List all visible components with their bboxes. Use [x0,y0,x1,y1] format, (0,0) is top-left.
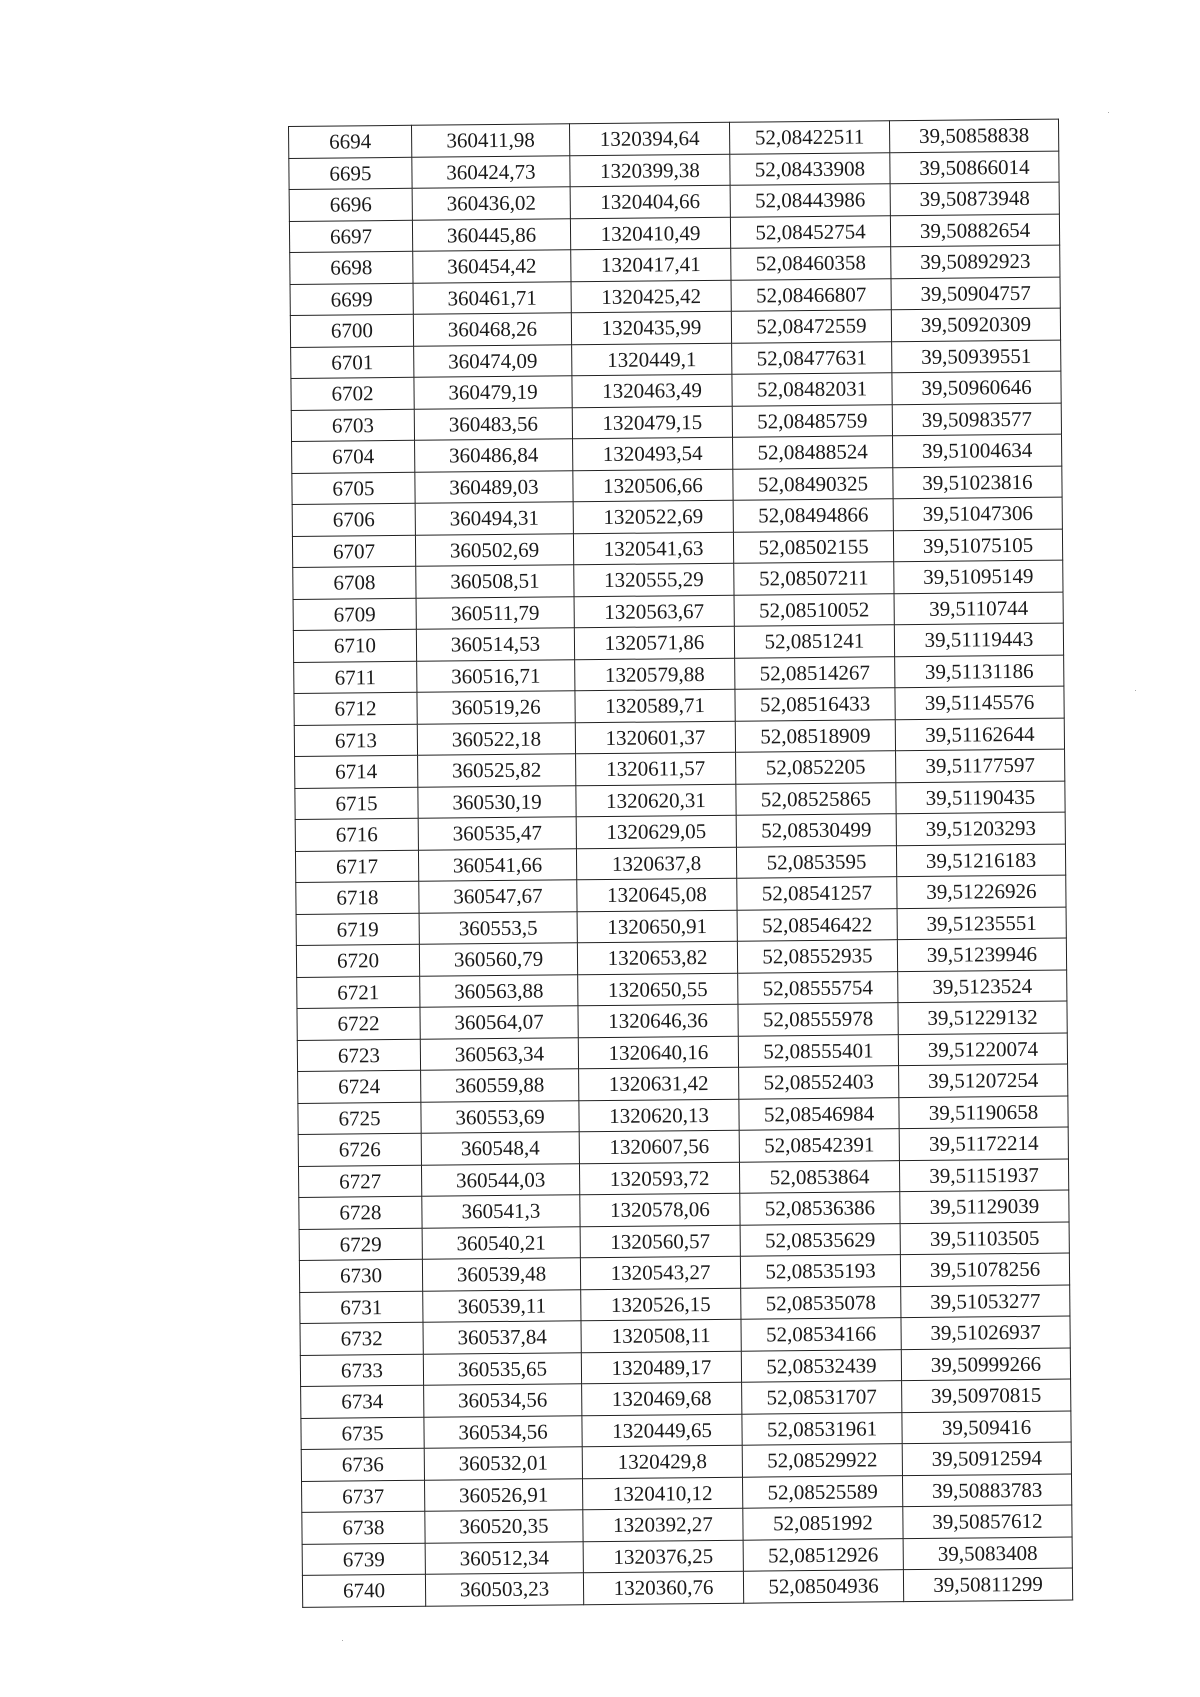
latitude-cell: 52,08534166 [741,1318,901,1351]
latitude-cell: 52,08504936 [743,1570,903,1603]
x-coordinate-cell: 360436,02 [412,187,570,220]
point-number-cell: 6723 [297,1039,420,1072]
y-coordinate-cell: 1320543,27 [580,1256,740,1289]
x-coordinate-cell: 360474,09 [414,344,572,377]
longitude-cell: 39,51145576 [895,686,1064,719]
point-number-cell: 6701 [291,346,414,379]
latitude-cell: 52,08531707 [742,1381,902,1414]
y-coordinate-cell: 1320637,8 [576,847,736,880]
x-coordinate-cell: 360535,47 [418,817,576,850]
y-coordinate-cell: 1320593,72 [579,1162,739,1195]
point-number-cell: 6719 [296,913,419,946]
longitude-cell: 39,51075105 [893,529,1062,562]
x-coordinate-cell: 360541,66 [418,848,576,881]
longitude-cell: 39,50920309 [891,308,1060,341]
x-coordinate-cell: 360547,67 [419,880,577,913]
longitude-cell: 39,50999266 [901,1348,1070,1381]
y-coordinate-cell: 1320360,76 [583,1571,743,1604]
point-number-cell: 6697 [289,220,412,253]
longitude-cell: 39,51151937 [899,1159,1068,1192]
longitude-cell: 39,51190435 [896,781,1065,814]
y-coordinate-cell: 1320560,57 [580,1225,740,1258]
latitude-cell: 52,08482031 [732,373,892,406]
x-coordinate-cell: 360544,03 [421,1163,579,1196]
x-coordinate-cell: 360502,69 [415,533,573,566]
x-coordinate-cell: 360516,71 [417,659,575,692]
x-coordinate-cell: 360520,35 [425,1510,583,1543]
latitude-cell: 52,08443986 [730,184,890,217]
point-number-cell: 6733 [300,1354,423,1387]
latitude-cell: 52,08518909 [735,719,895,752]
latitude-cell: 52,08546984 [739,1097,899,1130]
latitude-cell: 52,08472559 [731,310,891,343]
longitude-cell: 39,50960646 [892,371,1061,404]
point-number-cell: 6712 [294,692,417,725]
latitude-cell: 52,08502155 [733,530,893,563]
latitude-cell: 52,0852205 [736,751,896,784]
coordinates-table [288,119,1073,1608]
longitude-cell: 39,51203293 [896,812,1065,845]
y-coordinate-cell: 1320449,65 [582,1414,742,1447]
point-number-cell: 6702 [291,377,414,410]
point-number-cell: 6700 [290,314,413,347]
x-coordinate-cell: 360461,71 [413,281,571,314]
point-number-cell: 6736 [301,1448,424,1481]
x-coordinate-cell: 360537,84 [423,1321,581,1354]
x-coordinate-cell: 360525,82 [418,754,576,787]
longitude-cell: 39,5083408 [903,1537,1072,1570]
y-coordinate-cell: 1320589,71 [575,689,735,722]
point-number-cell: 6707 [292,535,415,568]
x-coordinate-cell: 360530,19 [418,785,576,818]
scan-speck [1135,690,1136,691]
x-coordinate-cell: 360534,56 [424,1384,582,1417]
y-coordinate-cell: 1320429,8 [582,1445,742,1478]
latitude-cell: 52,08516433 [735,688,895,721]
point-number-cell: 6729 [299,1228,422,1261]
latitude-cell: 52,08477631 [732,341,892,374]
y-coordinate-cell: 1320479,15 [572,406,732,439]
y-coordinate-cell: 1320493,54 [573,437,733,470]
point-number-cell: 6726 [298,1133,421,1166]
longitude-cell: 39,5110744 [894,592,1063,625]
point-number-cell: 6694 [289,125,412,158]
latitude-cell: 52,08494866 [733,499,893,532]
longitude-cell: 39,50892923 [891,245,1060,278]
point-number-cell: 6718 [296,881,419,914]
point-number-cell: 6732 [300,1322,423,1355]
y-coordinate-cell: 1320522,69 [573,500,733,533]
longitude-cell: 39,50883783 [902,1474,1071,1507]
x-coordinate-cell: 360519,26 [417,691,575,724]
y-coordinate-cell: 1320611,57 [576,752,736,785]
x-coordinate-cell: 360534,56 [424,1415,582,1448]
latitude-cell: 52,08525589 [742,1475,902,1508]
latitude-cell: 52,08422511 [729,121,889,154]
point-number-cell: 6703 [291,409,414,442]
x-coordinate-cell: 360494,31 [415,502,573,535]
point-number-cell: 6721 [297,976,420,1009]
point-number-cell: 6713 [294,724,417,757]
longitude-cell: 39,51119443 [894,623,1063,656]
longitude-cell: 39,51095149 [894,560,1063,593]
y-coordinate-cell: 1320425,42 [571,280,731,313]
longitude-cell: 39,51053277 [901,1285,1070,1318]
latitude-cell: 52,08535629 [740,1223,900,1256]
latitude-cell: 52,08541257 [737,877,897,910]
x-coordinate-cell: 360540,21 [422,1226,580,1259]
point-number-cell: 6699 [290,283,413,316]
point-number-cell: 6740 [302,1574,425,1607]
point-number-cell: 6696 [289,188,412,221]
latitude-cell: 52,08529922 [742,1444,902,1477]
point-number-cell: 6725 [298,1102,421,1135]
latitude-cell: 52,08530499 [736,814,896,847]
y-coordinate-cell: 1320506,66 [573,469,733,502]
x-coordinate-cell: 360563,88 [420,974,578,1007]
longitude-cell: 39,51207254 [899,1064,1068,1097]
longitude-cell: 39,51239946 [897,938,1066,971]
point-number-cell: 6709 [293,598,416,631]
longitude-cell: 39,509416 [902,1411,1071,1444]
longitude-cell: 39,51129039 [900,1190,1069,1223]
scan-speck [342,1640,343,1641]
scan-speck [1108,112,1109,113]
latitude-cell: 52,08488524 [733,436,893,469]
longitude-cell: 39,51023816 [893,466,1062,499]
latitude-cell: 52,08507211 [734,562,894,595]
x-coordinate-cell: 360535,65 [423,1352,581,1385]
y-coordinate-cell: 1320578,06 [580,1193,740,1226]
latitude-cell: 52,08460358 [731,247,891,280]
point-number-cell: 6710 [293,629,416,662]
y-coordinate-cell: 1320541,63 [573,532,733,565]
longitude-cell: 39,51078256 [900,1253,1069,1286]
x-coordinate-cell: 360526,91 [425,1478,583,1511]
y-coordinate-cell: 1320463,49 [572,374,732,407]
x-coordinate-cell: 360563,34 [420,1037,578,1070]
y-coordinate-cell: 1320579,88 [575,658,735,691]
x-coordinate-cell: 360486,84 [415,439,573,472]
coordinates-table-body [289,119,1073,1607]
point-number-cell: 6705 [292,472,415,505]
longitude-cell: 39,50857612 [903,1505,1072,1538]
point-number-cell: 6735 [301,1417,424,1450]
y-coordinate-cell: 1320417,41 [571,248,731,281]
y-coordinate-cell: 1320631,42 [579,1067,739,1100]
y-coordinate-cell: 1320508,11 [581,1319,741,1352]
latitude-cell: 52,0853595 [736,845,896,878]
latitude-cell: 52,0851241 [734,625,894,658]
point-number-cell: 6708 [293,566,416,599]
x-coordinate-cell: 360553,5 [419,911,577,944]
y-coordinate-cell: 1320640,16 [578,1036,738,1069]
x-coordinate-cell: 360514,53 [416,628,574,661]
latitude-cell: 52,08555401 [738,1034,898,1067]
y-coordinate-cell: 1320410,12 [582,1477,742,1510]
latitude-cell: 52,08490325 [733,467,893,500]
latitude-cell: 52,0851992 [743,1507,903,1540]
point-number-cell: 6734 [301,1385,424,1418]
point-number-cell: 6706 [292,503,415,536]
point-number-cell: 6695 [289,157,412,190]
longitude-cell: 39,51216183 [896,844,1065,877]
point-number-cell: 6727 [298,1165,421,1198]
y-coordinate-cell: 1320646,36 [578,1004,738,1037]
latitude-cell: 52,08466807 [731,278,891,311]
y-coordinate-cell: 1320607,56 [579,1130,739,1163]
latitude-cell: 52,08535193 [740,1255,900,1288]
point-number-cell: 6711 [294,661,417,694]
x-coordinate-cell: 360454,42 [413,250,571,283]
latitude-cell: 52,08485759 [732,404,892,437]
longitude-cell: 39,51131186 [895,655,1064,688]
latitude-cell: 52,08525865 [736,782,896,815]
y-coordinate-cell: 1320645,08 [577,878,737,911]
point-number-cell: 6724 [298,1070,421,1103]
longitude-cell: 39,51229132 [898,1001,1067,1034]
x-coordinate-cell: 360532,01 [424,1447,582,1480]
longitude-cell: 39,51172214 [899,1127,1068,1160]
point-number-cell: 6730 [299,1259,422,1292]
y-coordinate-cell: 1320555,29 [574,563,734,596]
latitude-cell: 52,08555978 [738,1003,898,1036]
x-coordinate-cell: 360508,51 [416,565,574,598]
x-coordinate-cell: 360483,56 [414,407,572,440]
latitude-cell: 52,08532439 [741,1349,901,1382]
longitude-cell: 39,50912594 [902,1442,1071,1475]
latitude-cell: 52,08535078 [741,1286,901,1319]
y-coordinate-cell: 1320629,05 [576,815,736,848]
point-number-cell: 6731 [300,1291,423,1324]
point-number-cell: 6716 [295,818,418,851]
x-coordinate-cell: 360503,23 [425,1573,583,1606]
latitude-cell: 52,08536386 [740,1192,900,1225]
y-coordinate-cell: 1320392,27 [583,1508,743,1541]
x-coordinate-cell: 360489,03 [415,470,573,503]
y-coordinate-cell: 1320650,55 [578,973,738,1006]
latitude-cell: 52,08555754 [738,971,898,1004]
point-number-cell: 6722 [297,1007,420,1040]
y-coordinate-cell: 1320571,86 [574,626,734,659]
longitude-cell: 39,51026937 [901,1316,1070,1349]
y-coordinate-cell: 1320653,82 [577,941,737,974]
y-coordinate-cell: 1320563,67 [574,595,734,628]
longitude-cell: 39,50939551 [892,340,1061,373]
longitude-cell: 39,50866014 [890,151,1059,184]
y-coordinate-cell: 1320376,25 [583,1540,743,1573]
x-coordinate-cell: 360424,73 [412,155,570,188]
latitude-cell: 52,08552403 [739,1066,899,1099]
longitude-cell: 39,51047306 [893,497,1062,530]
x-coordinate-cell: 360539,48 [422,1258,580,1291]
x-coordinate-cell: 360539,11 [423,1289,581,1322]
y-coordinate-cell: 1320399,38 [570,154,730,187]
x-coordinate-cell: 360560,79 [419,943,577,976]
y-coordinate-cell: 1320620,13 [579,1099,739,1132]
point-number-cell: 6739 [302,1543,425,1576]
y-coordinate-cell: 1320394,64 [569,122,729,155]
x-coordinate-cell: 360553,69 [421,1100,579,1133]
longitude-cell: 39,50904757 [891,277,1060,310]
latitude-cell: 52,08433908 [730,152,890,185]
longitude-cell: 39,51226926 [897,875,1066,908]
longitude-cell: 39,51220074 [898,1033,1067,1066]
y-coordinate-cell: 1320410,49 [570,217,730,250]
table-row [302,1568,1072,1607]
longitude-cell: 39,51103505 [900,1222,1069,1255]
y-coordinate-cell: 1320435,99 [571,311,731,344]
point-number-cell: 6704 [292,440,415,473]
x-coordinate-cell: 360559,88 [421,1069,579,1102]
point-number-cell: 6738 [302,1511,425,1544]
y-coordinate-cell: 1320489,17 [581,1351,741,1384]
x-coordinate-cell: 360411,98 [411,124,569,157]
latitude-cell: 52,08552935 [737,940,897,973]
x-coordinate-cell: 360548,4 [421,1132,579,1165]
point-number-cell: 6737 [302,1480,425,1513]
longitude-cell: 39,51162644 [895,718,1064,751]
latitude-cell: 52,08512926 [743,1538,903,1571]
longitude-cell: 39,50882654 [890,214,1059,247]
latitude-cell: 52,08542391 [739,1129,899,1162]
longitude-cell: 39,51235551 [897,907,1066,940]
x-coordinate-cell: 360564,07 [420,1006,578,1039]
y-coordinate-cell: 1320469,68 [582,1382,742,1415]
longitude-cell: 39,51004634 [893,434,1062,467]
point-number-cell: 6715 [295,787,418,820]
x-coordinate-cell: 360511,79 [416,596,574,629]
latitude-cell: 52,0853864 [739,1160,899,1193]
latitude-cell: 52,08546422 [737,908,897,941]
longitude-cell: 39,51190658 [899,1096,1068,1129]
y-coordinate-cell: 1320449,1 [572,343,732,376]
x-coordinate-cell: 360468,26 [413,313,571,346]
y-coordinate-cell: 1320526,15 [581,1288,741,1321]
longitude-cell: 39,50858838 [889,119,1058,152]
longitude-cell: 39,50873948 [890,182,1059,215]
longitude-cell: 39,50970815 [902,1379,1071,1412]
x-coordinate-cell: 360512,34 [425,1541,583,1574]
x-coordinate-cell: 360445,86 [412,218,570,251]
point-number-cell: 6714 [295,755,418,788]
longitude-cell: 39,51177597 [896,749,1065,782]
longitude-cell: 39,50983577 [892,403,1061,436]
latitude-cell: 52,08531961 [742,1412,902,1445]
y-coordinate-cell: 1320650,91 [577,910,737,943]
point-number-cell: 6728 [299,1196,422,1229]
y-coordinate-cell: 1320620,31 [576,784,736,817]
longitude-cell: 39,50811299 [903,1568,1072,1601]
latitude-cell: 52,08510052 [734,593,894,626]
x-coordinate-cell: 360522,18 [417,722,575,755]
y-coordinate-cell: 1320601,37 [575,721,735,754]
y-coordinate-cell: 1320404,66 [570,185,730,218]
x-coordinate-cell: 360479,19 [414,376,572,409]
point-number-cell: 6720 [296,944,419,977]
latitude-cell: 52,08452754 [730,215,890,248]
x-coordinate-cell: 360541,3 [422,1195,580,1228]
point-number-cell: 6698 [290,251,413,284]
longitude-cell: 39,5123524 [898,970,1067,1003]
point-number-cell: 6717 [295,850,418,883]
latitude-cell: 52,08514267 [735,656,895,689]
